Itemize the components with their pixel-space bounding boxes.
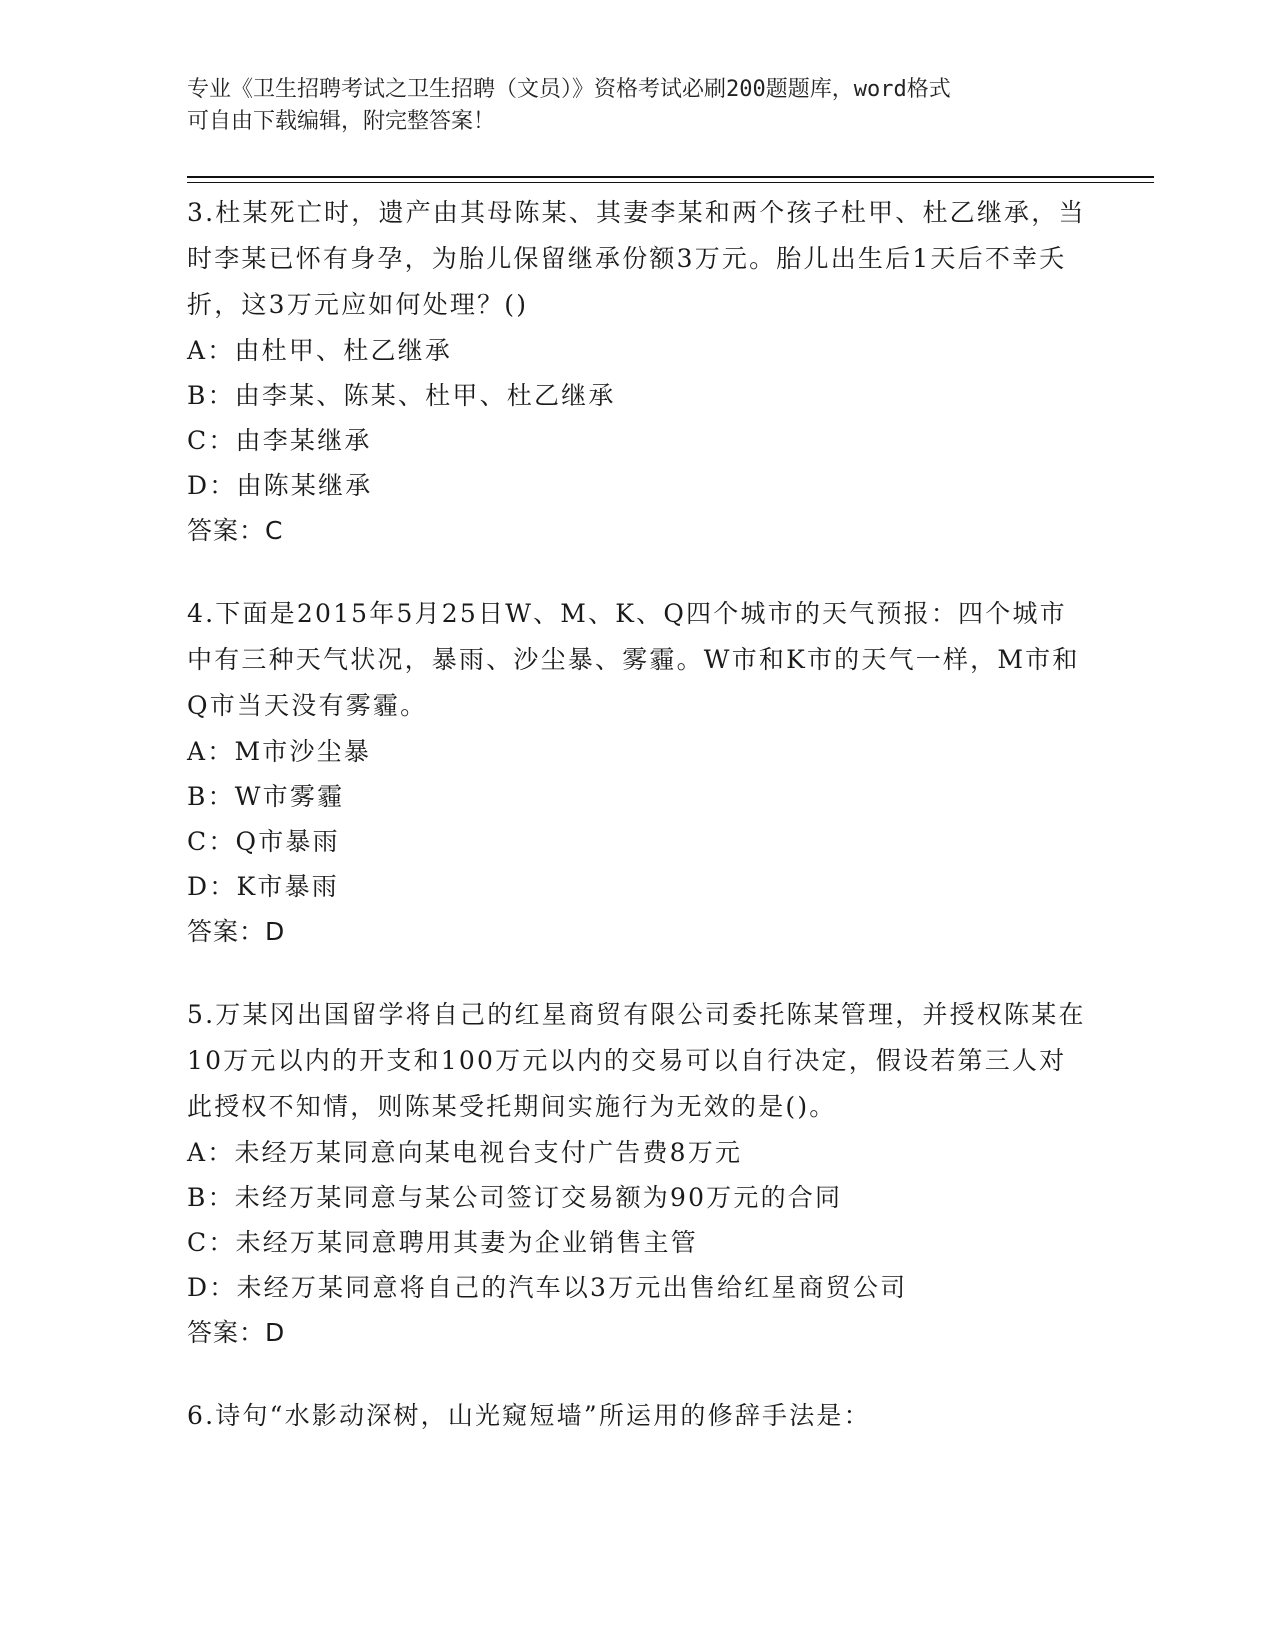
- option-c: C：未经万某同意聘用其妻为企业销售主管: [187, 1228, 698, 1257]
- question-stem: 5.万某冈出国留学将自己的红星商贸有限公司委托陈某管理，并授权陈某在10万元以内的开支和100万元以内的交易可以自行决定，假设若第三人对此授权不知情，则陈某受托期间实施行为无效的是()。: [187, 1000, 1086, 1121]
- question-stem: 6.诗句“水影动深树，山光窥短墙”所运用的修辞手法是：: [187, 1401, 871, 1430]
- question-6: [187, 1393, 1087, 1439]
- question-5: [187, 992, 1087, 1355]
- header-divider-thick: [187, 176, 1154, 178]
- question-stem: 4.下面是2015年5月25日W、M、K、Q四个城市的天气预报：四个城市中有三种天气状况，暴雨、沙尘暴、雾霾。W市和K市的天气一样，M市和Q市当天没有雾霾。: [187, 599, 1080, 720]
- option-b: B：W市雾霾: [187, 782, 345, 811]
- option-b: B：未经万某同意与某公司签订交易额为90万元的合同: [187, 1183, 843, 1212]
- question-4: [187, 591, 1087, 954]
- header-line-1: 专业《卫生招聘考试之卫生招聘（文员）》资格考试必刷200题题库，word格式: [187, 77, 951, 102]
- option-a: A：M市沙尘暴: [187, 737, 372, 766]
- question-stem: 3.杜某死亡时，遗产由其母陈某、其妻李某和两个孩子杜甲、杜乙继承，当时李某已怀有身孕，为胎儿保留继承份额3万元。胎儿出生后1天后不幸夭折，这3万元应如何处理？(): [187, 198, 1086, 319]
- option-a: A：由杜甲、杜乙继承: [187, 336, 453, 365]
- question-3: [187, 190, 1087, 553]
- document-header: [187, 74, 1067, 138]
- answer-line: 答案：D: [187, 1318, 286, 1347]
- answer-line: 答案：D: [187, 917, 286, 946]
- option-c: C：由李某继承: [187, 426, 372, 455]
- header-divider-thin: [187, 182, 1154, 183]
- option-d: D：未经万某同意将自己的汽车以3万元出售给红星商贸公司: [187, 1273, 908, 1302]
- header-line-2: 可自由下载编辑，附完整答案！: [187, 109, 496, 134]
- option-c: C：Q市暴雨: [187, 827, 340, 856]
- option-a: A：未经万某同意向某电视台支付广告费8万元: [187, 1138, 743, 1167]
- option-d: D：由陈某继承: [187, 471, 373, 500]
- answer-line: 答案：C: [187, 516, 284, 545]
- option-d: D：K市暴雨: [187, 872, 339, 901]
- option-b: B：由李某、陈某、杜甲、杜乙继承: [187, 381, 616, 410]
- question-list: [187, 190, 1087, 1477]
